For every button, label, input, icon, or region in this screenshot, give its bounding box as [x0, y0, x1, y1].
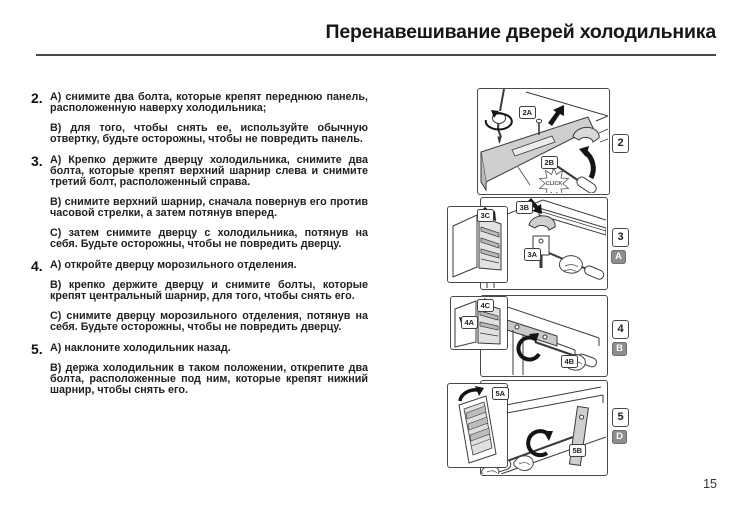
callout-label-3a: 3A [524, 248, 541, 261]
step-paragraph: А) снимите два болта, которые крепят переднюю панель, расположенную наверху холодильника; [50, 91, 368, 114]
callout-label-4b: 4B [561, 355, 578, 368]
callout-label-2a: 2A [519, 106, 536, 119]
central-hinge-shape [507, 320, 557, 346]
fridge-top-edge [526, 92, 608, 116]
step-paragraph: А) откройте дверцу морозильного отделения. [50, 259, 297, 271]
page-title: Перенавешивание дверей холодильника [325, 21, 716, 43]
figure-letter-badge-a: A [611, 250, 626, 264]
fridge-top-panel-drawing [478, 89, 608, 193]
figure-step2-panel [477, 88, 610, 195]
step-number: 3. [31, 153, 43, 169]
figure-step-badge-3: 3 [612, 228, 629, 247]
step-paragraph: В) крепко держите дверцу и снимите болты, которые крепят центральный шарнир, для того, чтобы снять его. [50, 279, 368, 302]
top-hinge-shape [529, 216, 555, 230]
callout-label-3b: 3B [516, 201, 533, 214]
page-number: 15 [703, 477, 717, 491]
step-paragraph: А) наклоните холодильник назад. [50, 342, 231, 354]
figure-step-badge-4: 4 [612, 320, 629, 339]
callout-label-4c: 4C [477, 299, 494, 312]
title-divider [36, 54, 716, 56]
step-5 [31, 341, 368, 396]
callout-label-4a: 4A [461, 316, 478, 329]
step-paragraph: В) держа холодильник в таком положении, открепите два болта, расположенные под ним, которые крепят нижний шарнир, чтобы снять его. [50, 362, 368, 396]
step-paragraph: С) затем снимите дверцу с холодильника, потянув на себя. Будьте осторожны, чтобы не повредить дверцу. [50, 227, 368, 250]
figure-letter-badge-b: B [612, 342, 627, 356]
step-number: 5. [31, 341, 43, 357]
step-paragraph: В) для того, чтобы снять ее, используйте обычную отвертку, будьте осторожны, чтобы не повредить панель. [50, 122, 368, 145]
callout-label-5a: 5A [492, 387, 509, 400]
step-3 [31, 153, 368, 250]
figure-letter-badge-d: D [612, 430, 627, 444]
hand-screwdriver-icon [549, 253, 605, 281]
direction-arrow-icon [548, 105, 564, 126]
step-number: 4. [31, 258, 43, 274]
callout-label-2b: 2B [541, 156, 558, 169]
instructions-column [31, 90, 368, 406]
click-text: CLICK [545, 181, 563, 187]
step-paragraph: В) снимите верхний шарнир, сначала повернув его против часовой стрелки, а затем потянув вперед. [50, 196, 368, 219]
step-paragraph: А) Крепко держите дверцу холодильника, снимите два болта, которые крепят верхний шарнир слева и снимите третий болт, расположенный справа. [50, 154, 368, 188]
step-paragraph: С) снимите дверцу морозильного отделения, потянув на себя. Будьте осторожны, чтобы не повредить дверцу. [50, 310, 368, 333]
callout-label-5b: 5B [569, 444, 586, 457]
callout-label-3c: 3C [477, 209, 494, 222]
figure-step-badge-5: 5 [612, 408, 629, 427]
step-4 [31, 258, 368, 333]
step-number: 2. [31, 90, 43, 106]
figure-step-badge-2: 2 [612, 134, 629, 153]
step-2 [31, 90, 368, 145]
